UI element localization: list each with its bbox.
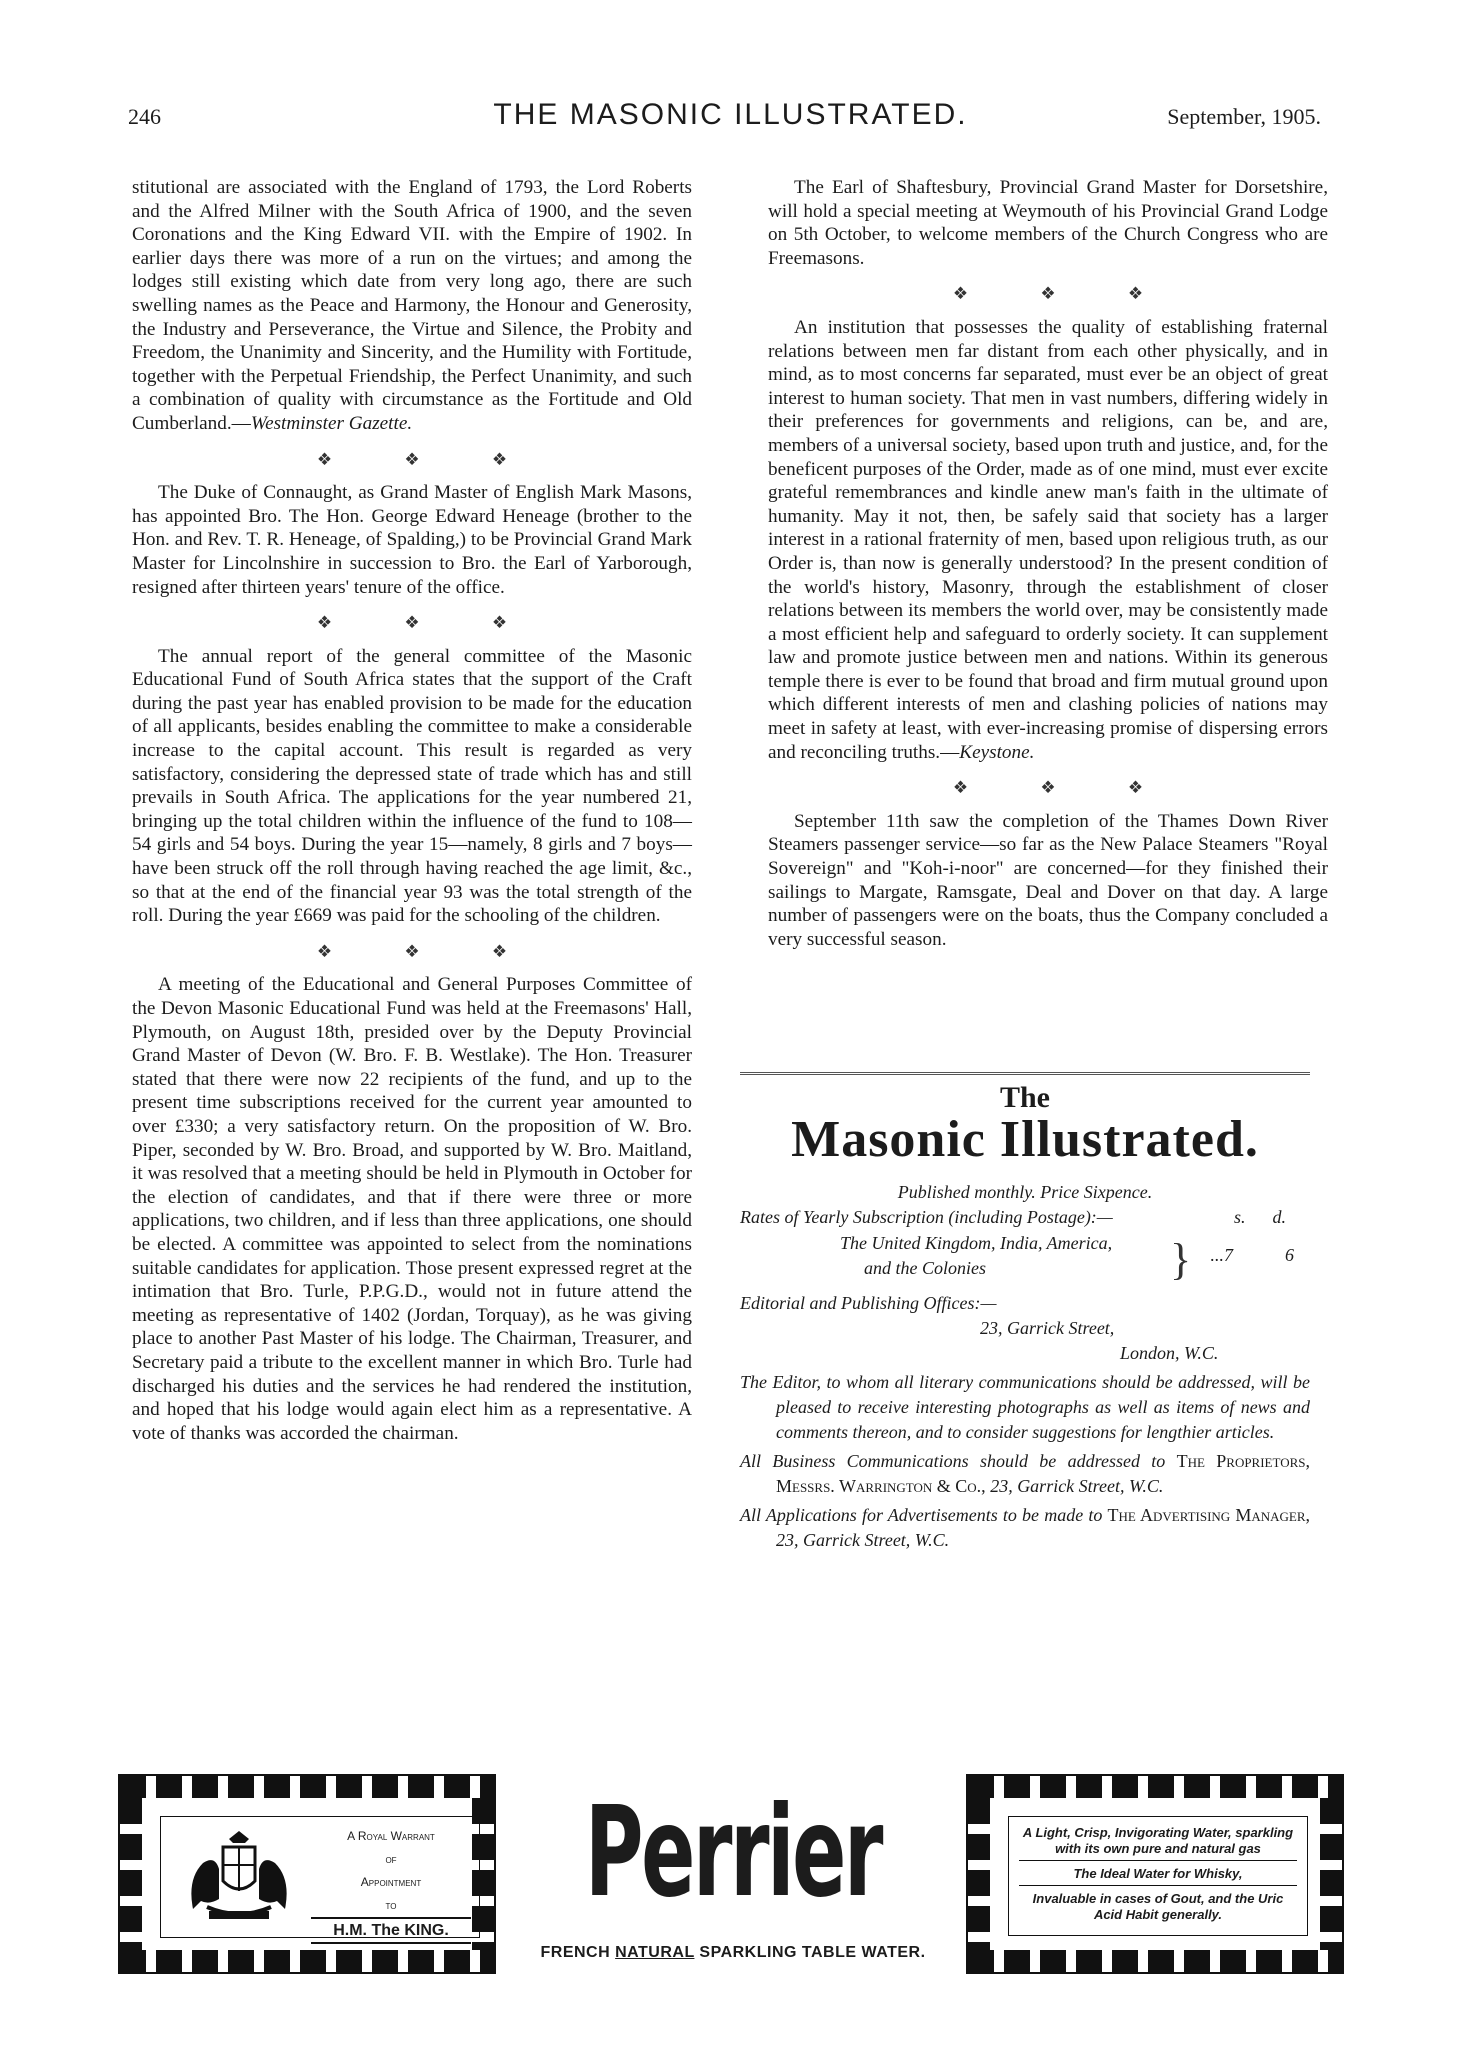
right-column <box>768 176 1328 951</box>
address-city: London, W.C. <box>1120 1343 1219 1363</box>
royal-warrant-panel <box>118 1774 496 1974</box>
article-paragraph: The Earl of Shaftesbury, Provincial Grand Master for Dorsetshire, will hold a special meeting at Weymouth of his Provincial Grand Lodge on 5th October, to welcome members of the Church Congress who are Freemasons. <box>768 177 1328 269</box>
offices-label: Editorial and Publishing Offices:— <box>740 1293 997 1313</box>
article-paragraph: An institution that possesses the quality of establishing fraternal relations between men far distant from each other physically, and in mind, as to most concerns far separated, must ever be an object of great interest to human society. That men in vast numbers, differing widely in their preferences for governments and religions, can be, and are, members of a universal society, based upon truth and justice, and, for the beneficent purposes of the Order, made as of one mind, must ever excite grateful remembrances and kindle anew man's faith in the ultimate of humanity. May it not, then, be safely said that society has a larger interest in a rational fraternity of men, based upon religious truth, as our Order is, than now is generally understood? In the present condition of the world's history, Masonry, through the establishment of closer relations between its members the world over, may be consistently made a most efficient help and safeguard to orderly society. It can supplement law and promote justice between men and nations. Within its generous temple there is ever to be found that broad and firm mutual ground upon which different interests of men and clashing policies of nations may meet in safety at least, with ever-increasing promise of dispersing errors and reconciling truths.—Keystone. <box>768 316 1328 763</box>
perrier-advertisement <box>118 1774 1344 1974</box>
address-street: 23, Garrick Street, <box>980 1318 1115 1338</box>
section-ornament: ❖ ❖ ❖ <box>316 613 542 633</box>
checker-border <box>120 1950 494 1972</box>
claim-text: The Ideal Water for Whisky, <box>1019 1866 1297 1886</box>
article-paragraph: September 11th saw the completion of the Thames Down River Steamers passenger service—so far as the New Palace Steamers "Royal Sovereign" and "Koh-i-noor" are concerned—for they finished their sailings to Margate, Ramsgate, Deal and Dover on that day. A large number of passengers were on the boats, thus the Company concluded a very successful season. <box>768 810 1328 950</box>
perrier-claims-panel <box>966 1774 1344 1974</box>
editor-note: The Editor, to whom all literary communications should be addressed, will be pleased to receive interesting photographs as well as items of news and comments thereon, and to consider suggestions for lengthier articles. <box>740 1372 1310 1442</box>
section-ornament: ❖ ❖ ❖ <box>952 778 1178 798</box>
article-paragraph: A meeting of the Educational and General Purposes Committee of the Devon Masonic Educational Fund was held at the Freemasons' Hall, Plymouth, on August 18th, presided over by the Deputy Provincial Grand Master of Devon (W. Bro. F. B. Westlake). The Hon. Treasurer stated that there were now 22 recipients of the fund, and up to the present time subscriptions received for the current year amounted to over £330; a very satisfactory return. On the proposition of W. Bro. Piper, seconded by W. Bro. Broad, and supported by W. Bro. Maitland, it was resolved that a meeting should be held in Plymouth in October for the election of candidates, and that if there were three or more applications, two children, and if less than three applications, one should be elected. A committee was appointed to select from the nominations suitable candidates for application. Those present expressed regret at the intimation that Bro. Turle, P.P.G.D., would not in future attend the meeting as representative of 1402 (Jordan, Torquay), as he was giving place to another Past Master of his lodge. The Chairman, Treasurer, and Secretary paid a tribute to the excellent manner in which Bro. Turle had discharged his duties and the services he had rendered the institution, and hoped that his lodge would again elect him as a representative. A vote of thanks was accorded the chairman. <box>132 974 692 1444</box>
business-note: All Business Communications should be addressed to The Proprietors, Messrs. Warrington & Co., 23, Garrick Street, W.C. <box>740 1451 1310 1496</box>
royal-coat-of-arms-icon <box>179 1829 299 1925</box>
leader-dots: ... <box>1210 1245 1224 1265</box>
rate-region: The United Kingdom, India, America, and the Colonies <box>840 1233 1113 1278</box>
checker-border <box>120 1798 142 1950</box>
rate-price: 7 6 <box>1224 1245 1294 1265</box>
publication-info: Published monthly. Price Sixpence. <box>897 1182 1153 1202</box>
currency-headers: s. d. <box>1233 1207 1286 1227</box>
perrier-brand-block <box>518 1774 948 1974</box>
source-citation: Keystone. <box>959 741 1035 763</box>
adverts-note: All Applications for Advertisements to be made to The Advertising Manager, 23, Garrick Street, W.C. <box>740 1505 1311 1550</box>
perrier-logo: Perrier <box>584 1778 882 1925</box>
checker-border <box>120 1776 494 1798</box>
brace: } <box>1170 1235 1192 1284</box>
article-paragraph: The annual report of the general committee of the Masonic Educational Fund of South Africa states that the support of the Craft during the past year has enabled provision to be made for the education of all applicants, besides enabling the committee to make a considerable increase to the capital account. This result is regarded as very satisfactory, considering the depressed state of trade which has and still prevails in South Africa. The applications for the year numbered 21, bringing up the total children within the influence of the fund to 108—54 girls and 54 boys. During the year 15—namely, 8 girls and 7 boys—have been struck off the roll through having reached the age limit, &c., so that at the end of the financial year 93 was the total strength of the roll. During the year £669 was paid for the schooling of the children. <box>132 645 692 927</box>
source-citation: Westminster Gazette. <box>250 412 413 434</box>
subscription-advertisement <box>740 1072 1310 1553</box>
checker-border <box>1320 1798 1342 1950</box>
claim-text: A Light, Crisp, Invigorating Water, sparkling with its own pure and natural gas <box>1019 1825 1297 1861</box>
ad-the: The <box>999 1081 1050 1114</box>
checker-border <box>968 1776 1342 1798</box>
claim-text: Invaluable in cases of Gout, and the Uric Acid Habit generally. <box>1032 1891 1284 1922</box>
left-column <box>132 176 692 1445</box>
page-header <box>0 98 1461 138</box>
claims-box <box>1008 1816 1308 1936</box>
checker-border <box>968 1798 990 1950</box>
warrant-box <box>160 1816 480 1938</box>
warrant-king: H.M. The KING. <box>311 1917 471 1944</box>
rates-label: Rates of Yearly Subscription (including Postage):— <box>740 1207 1113 1227</box>
warrant-text: A Royal Warrant of Appointment to H.M. The KING. <box>311 1825 471 1944</box>
section-ornament: ❖ ❖ ❖ <box>952 284 1178 304</box>
article-paragraph: stitutional are associated with the England of 1793, the Lord Roberts and the Alfred Milner with the South Africa of 1900, and the seven Coronations and the King Edward VII. with the Empire of 1902. In earlier days there was more of a run on the virtues; and among the lodges still existing which date from very long ago, there are such swelling names as the Peace and Harmony, the Honour and Generosity, the Industry and Perseverance, the Virtue and Silence, the Probity and Freedom, the Unanimity and Sincerity, and the Humility with Fortitude, together with the Perpetual Friendship, the Perfect Unanimity, and such a combination of quality with circumstance as the Fortitude and Old Cumberland.—Westminster Gazette. <box>132 177 692 434</box>
running-title: THE MASONIC ILLUSTRATED. <box>493 98 968 131</box>
rates-label-row <box>740 1205 1310 1231</box>
rate-row <box>740 1231 1310 1291</box>
page-number: 246 <box>128 104 161 129</box>
ad-masthead: Masonic Illustrated. <box>791 1111 1259 1168</box>
perrier-tagline: FRENCH NATURAL SPARKLING TABLE WATER. <box>540 1944 926 1961</box>
section-ornament: ❖ ❖ ❖ <box>316 941 542 961</box>
checker-border <box>968 1950 1342 1972</box>
article-paragraph: The Duke of Connaught, as Grand Master of English Mark Masons, has appointed Bro. The Hon. George Edward Heneage (brother to the Hon. and Rev. T. R. Heneage, of Spalding,) to be Provincial Grand Mark Master for Lincolnshire in succession to Bro. the Earl of Yarborough, resigned after thirteen years' tenure of the office. <box>132 482 692 598</box>
section-ornament: ❖ ❖ ❖ <box>316 449 542 469</box>
divider <box>740 1072 1310 1075</box>
issue-date: September, 1905. <box>1167 104 1321 129</box>
